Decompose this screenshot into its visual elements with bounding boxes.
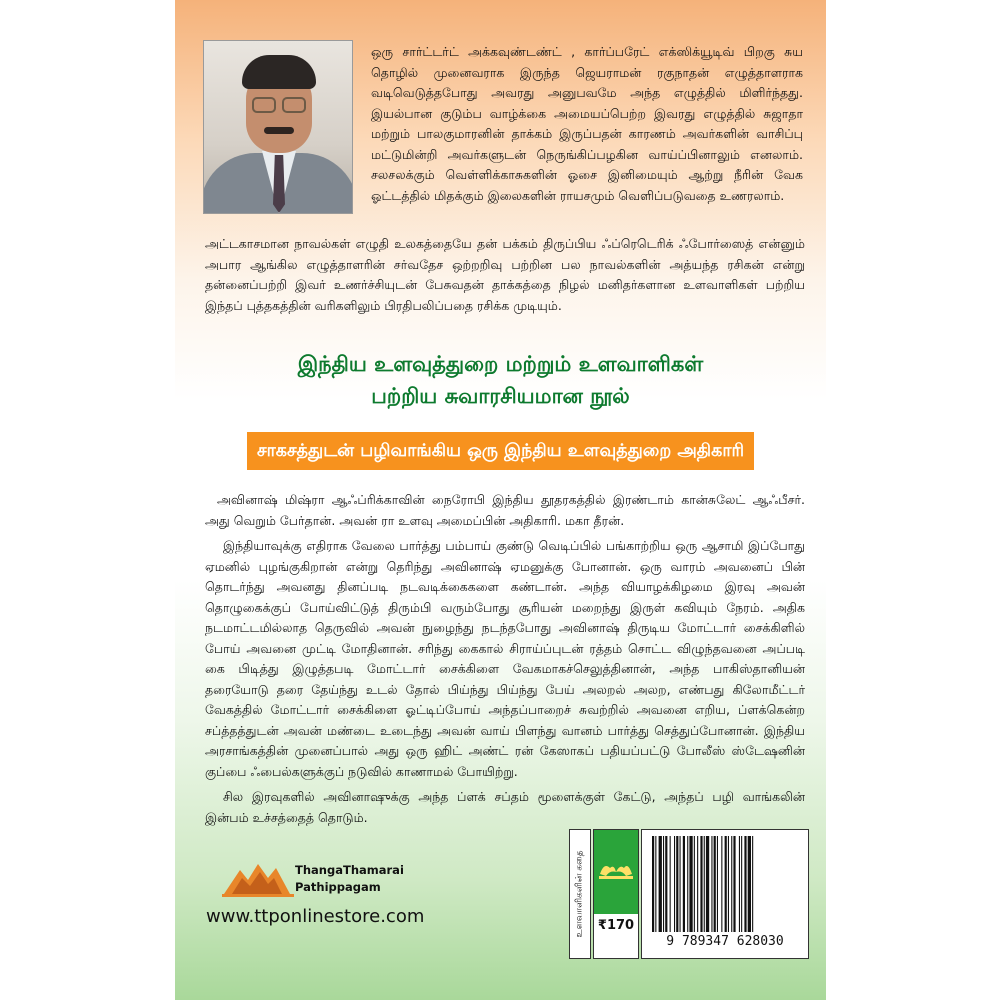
story-blurb (205, 490, 805, 833)
story-paragraph: அவினாஷ் மிஷ்ரா ஆஃப்ரிக்காவின் நைரோபி இந்திய தூதரகத்தில் இரண்டாம் கான்சுலேட் ஆஃபீசர். அது வெறும் பேர்தான். அவன் ரா உளவு அமைப்பின் அதிகாரி. மகா தீரன். (205, 492, 805, 528)
birds-icon (596, 858, 636, 882)
price-label: ₹170 (597, 918, 635, 933)
tagline-banner: சாகசத்துடன் பழிவாங்கிய ஒரு இந்திய உளவுத்துறை அதிகாரி (247, 432, 754, 470)
author-photo (203, 40, 353, 214)
barcode-icon (650, 836, 800, 932)
publisher-name-line-1: ThangaThamarai (295, 863, 404, 877)
author-bio: ஒரு சார்ட்டர்ட் அக்கவுண்டண்ட் , கார்ப்பரேட் எக்ஸிக்யூடிவ் பிறகு சுய தொழில் முனைவராக இருந்த ஜெயராமன் ரகுநாதன் எழுத்தாளராக வடிவெடுத்தபோது அவரது அனுபவமே அந்த எழுத்தில் மிளிர்ந்தது. இயல்பான குடும்ப வாழ்க்கை அமையப்பெற்ற இவரது எழுத்தில் சுஜாதா மற்றும் பாலகுமாரனின் தாக்கம் இருப்பதன் காரணம் அவர்களின் வாசிப்பு மட்டுமின்றி அவர்களுடன் நெருங்கிப்பழகின வாய்ப்பினாலும் எனலாம். சலசலக்கும் வெள்ளிக்காசுகளின் ஓசை இனிமையும் ஆற்று நீரின் வேக ஓட்டத்தில் மிதக்கும் இலைகளின் ராயசமும் வெளிப்படுவதை உணரலாம். (371, 44, 803, 203)
publisher-name-line-2: Pathippagam (295, 880, 381, 894)
publisher-name (295, 862, 404, 896)
spine-label: உளவாளிகளின் கதை (574, 850, 585, 938)
store-url: www.ttponlinestore.com (206, 906, 425, 927)
book-back-cover (175, 0, 826, 1000)
isbn-number: 9 789347 628030 (666, 934, 784, 949)
spine-label-box (569, 829, 591, 959)
author-influence-paragraph: அட்டகாசமான நாவல்கள் எழுதி உலகத்தையே தன் பக்கம் திருப்பிய ஃப்ரெடெரிக் ஃபோர்ஸைத் என்னும் அபார ஆங்கில எழுத்தாளரின் சர்வதேச ஒற்றறிவு பற்றின பல நாவல்களின் அத்யந்த ரசிகன் என்று தன்னைப்பற்றி இவர் உணர்ச்சியுடன் பேசுவதன் தாக்கத்தை நிழல் மனிதர்களான உளவாளிகள் பற்றிய இந்தப் புத்தகத்தின் வரிகளிலும் பிரதிபலிப்பதை ரசிக்க முடியும். (205, 236, 805, 313)
subject-title-line-2: பற்றிய சுவாரசியமான நூல் (371, 384, 630, 408)
price-box (593, 829, 639, 959)
subject-title-line-1: இந்திய உளவுத்துறை மற்றும் உளவாளிகள் (297, 352, 704, 376)
story-paragraph: இந்தியாவுக்கு எதிராக வேலை பார்த்து பம்பாய் குண்டு வெடிப்பில் பங்காற்றிய ஒரு ஆசாமி இப்போது ஏமனில் புழங்குகிறான் என்று தெரிந்து அவினாஷ் ஏமனுக்கு போனான். ஒரு வாரம் அவனைப் பின் தொடர்ந்து அவனது தினப்படி நடவடிக்கைகளை கண்டான். அந்த வியாழக்கிழமை இரவு அவன் தொழுகைக்குப் போய்விட்டுத் திரும்பி வரும்போது சூரியன் மறைந்து இருள் கவியும் நேரம். அதிக நடமாட்டமில்லாத தெருவில் அவன் நுழைந்து நடந்தபோது அவினாஷ் திருடிய மோட்டார் சைக்கிளில் போய் அவனை முட்டி மோதினான். சரிந்து கைகால் சிராய்ப்புடன் ரத்தம் சொட்ட விழுந்தவனை அப்படி கை பிடித்து இழுத்தபடி மோட்டார் சைக்கிளை வேகமாகச்செலுத்தினான், அந்த பாகிஸ்தானியன் தரையோடு தரை தேய்ந்து உடல் தோல் பிய்ந்து பிய்ந்து பேய் அலறல் அலற, எண்பது கிலோமீட்டர் வேகத்தில் மோட்டார் சைக்கிளை ஓட்டிப்போய் அந்தப்பாறைச் சுவற்றில் அவனை எறிய, ப்ளக்கென்ற சப்த்தத்துடன் அவன் மண்டை உடைந்து அவன் வாய் பிளந்து வானம் பார்த்து செத்துப்போனான். இந்திய அரசாங்கத்தின் முனைப்பால் அது ஒரு ஹிட் அண்ட் ரன் கேஸாகப் பதியப்பட்டு போலீஸ் ஸ்டேஷனின் குப்பை ஃபைல்களுக்குப் நடுவில் காணாமல் போயிற்று. (205, 538, 805, 779)
isbn-barcode (641, 829, 809, 959)
story-paragraph: சில இரவுகளில் அவினாஷுக்கு அந்த ப்ளக் சப்தம் மூளைக்குள் கேட்டு, அந்தப் பழி வாங்கலின் இன்பம் உச்சத்தைத் தொடும். (205, 789, 805, 825)
subject-title (185, 348, 816, 412)
